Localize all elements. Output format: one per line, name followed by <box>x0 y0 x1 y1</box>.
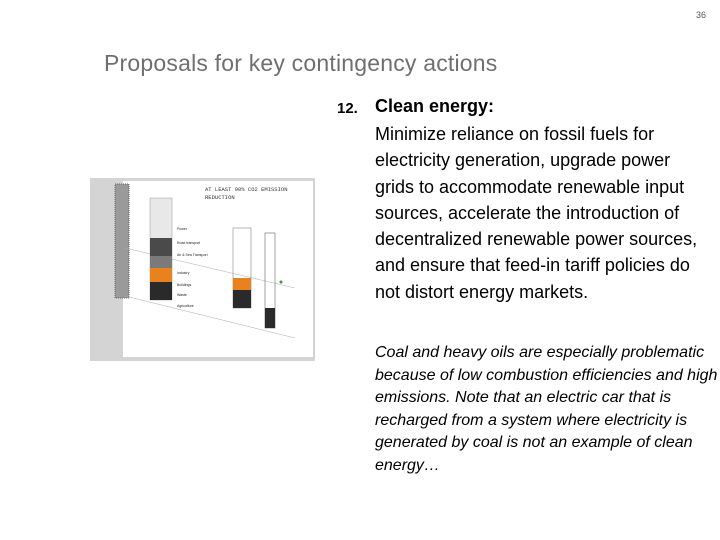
far-right-bar-dark-segment <box>265 308 275 328</box>
center-bar-mid-segment <box>150 256 172 268</box>
page-number: 36 <box>695 10 706 20</box>
center-bar-dark-segment <box>150 238 172 256</box>
chart-title-line2: REDUCTION <box>205 194 235 201</box>
legend-entry-waste: Waste <box>177 293 187 297</box>
legend-entry-road: Road transport <box>177 241 201 245</box>
legend-entry-agriculture: Agriculture <box>177 304 194 308</box>
emission-chart-graphic <box>95 178 313 361</box>
center-bar-bottom-segment <box>150 282 172 300</box>
legend-entry-power: Power <box>177 227 187 231</box>
chart-title-line1: AT LEAST 90% CO2 EMISSION <box>205 186 288 193</box>
item-body: Minimize reliance on fossil fuels for electricity generation, upgrade power grids to accommodate renewable input sources, accelerate the introduction of decentralized renewable power sources, and ensure that feed-in tariff policies do not distort energy markets. <box>375 124 698 302</box>
legend-entry-buildings: Buildings <box>177 283 192 287</box>
left-column <box>115 184 129 298</box>
item-note: Coal and heavy oils are especially problematic because of low combustion efficiencies and high emissions. Note that an electric car that is recharged from a system where electricity is generated by coal is not an example of clean energy… <box>375 344 718 474</box>
emission-chart-image <box>90 178 315 361</box>
slide-title: Proposals for key contingency actions <box>104 50 498 76</box>
item-number: 12. <box>337 100 358 117</box>
center-bar-orange-segment <box>150 268 172 282</box>
right-bar-orange-segment <box>233 278 251 290</box>
legend-entry-industry: Industry <box>177 271 190 275</box>
legend-entry-air-sea: Air & Sea Transport <box>177 253 208 257</box>
item-heading: Clean energy: <box>375 96 495 116</box>
right-bar-dark-segment <box>233 290 251 308</box>
green-marker <box>280 281 283 284</box>
